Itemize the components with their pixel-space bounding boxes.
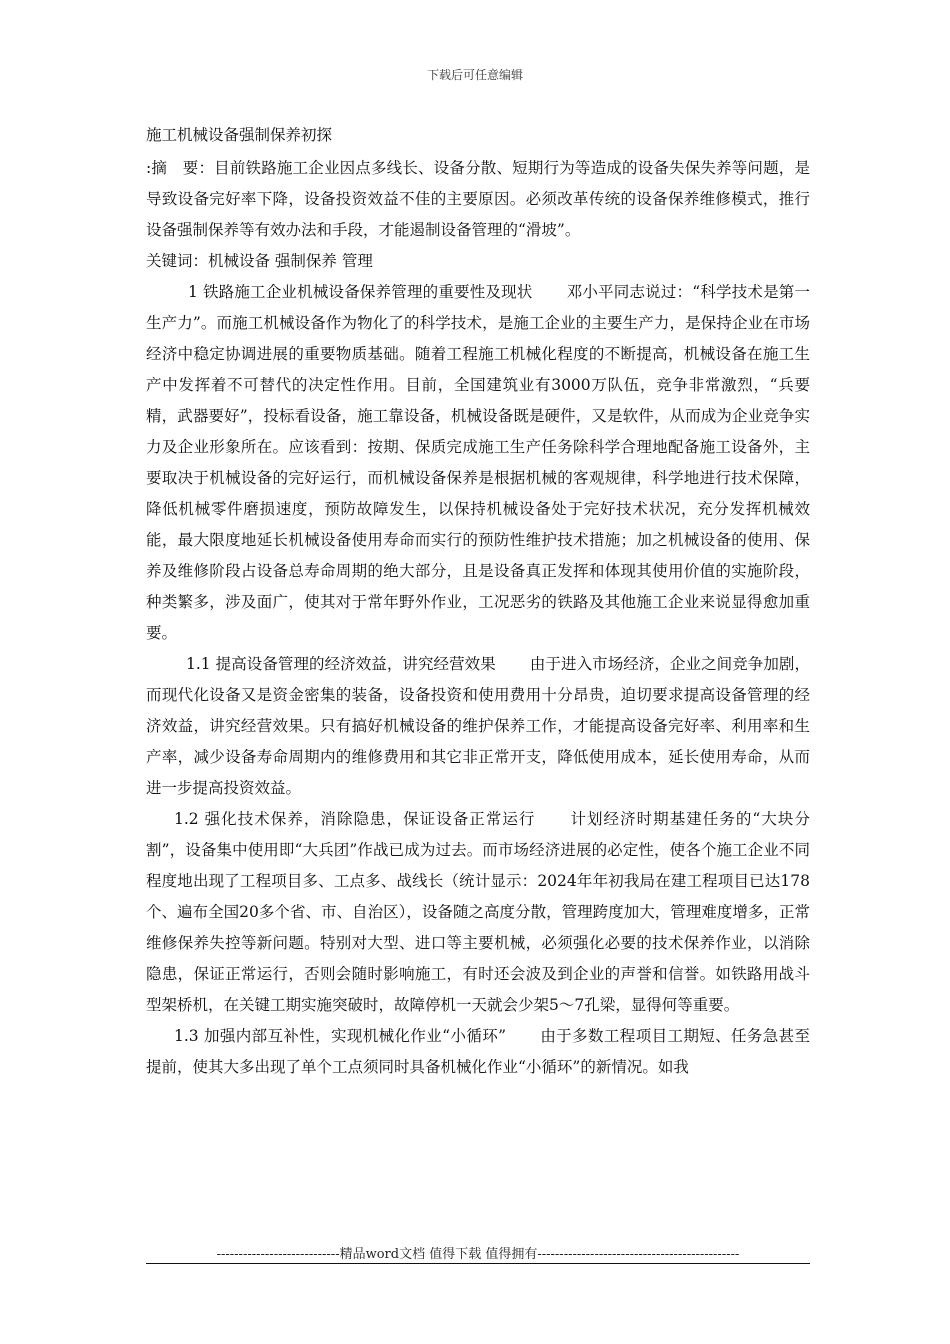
section-1-3-paragraph [146,1021,810,1083]
keywords-line: 关键词：机械设备 强制保养 管理 [146,252,373,270]
section-1-1-text: 由于进入市场经济，企业之间竞争加剧，而现代化设备又是资金密集的装备，设备投资和使用费用十分昂贵，迫切要求提高设备管理的经济效益，讲究经营效果。只有搞好机械设备的维护保养工作，才能提高设备完好率、利用率和生产率，减少设备寿命周期内的维修费用和其它非正常开支，降低使用成本，延长使用寿命，从而进一步提高投资效益。 [146,655,810,797]
section-1-heading: 1 铁路施工企业机械设备保养管理的重要性及现状 [188,283,533,301]
document-body [146,120,810,1083]
section-1-2-text: 计划经济时期基建任务的“大块分割”，设备集中使用即“大兵团”作战已成为过去。而市场经济进展的必定性，使各个施工企业不同程度地出现了工程项目多、工点多、战线长（统计显示：2024年年初我局在建工程项目已达178个、遍布全国20多个省、市、自治区），设备随之高度分散，管理跨度加大，管理难度增多，正常维修保养失控等新问题。特别对大型、进口等主要机械，必须强化必要的技术保养作业，以消除隐患，保证正常运行，否则会随时影响施工，有时还会波及到企业的声誉和信誉。如铁路用战斗型架桥机，在关键工期实施突破时，故障停机一天就会少架5～7孔梁，显得何等重要。 [146,810,810,1014]
footer-divider [146,1263,810,1264]
section-1-3-heading: 1.3 加强内部互补性，实现机械化作业“小循环” [174,1027,507,1045]
page-footer: ----------------------------精品word文档 值得下载 值得拥有---------------------------------------------- [216,1247,740,1262]
abstract-paragraph: :摘 要：目前铁路施工企业因点多线长、设备分散、短期行为等造成的设备失保失养等问题，是导致设备完好率下降，设备投资效益不佳的主要原因。必须改革传统的设备保养维修模式，推行设备强制保养等有效办法和手段，才能遏制设备管理的“滑坡”。 [146,159,810,239]
section-1-2-paragraph [146,804,810,1021]
document-title: 施工机械设备强制保养初探 [146,126,333,144]
page-header: 下载后可任意编辑 [426,68,523,82]
section-1-3-text: 由于多数工程项目工期短、任务急甚至提前，使其大多出现了单个工点须同时具备机械化作业“小循环”的新情况。如我 [146,1027,810,1076]
section-1-2-heading: 1.2 强化技术保养，消除隐患，保证设备正常运行 [174,810,536,828]
section-1-1-heading: 1.1 提高设备管理的经济效益，讲究经营效果 [186,655,496,673]
section-1-paragraph [146,277,810,649]
section-1-1-paragraph [146,649,810,804]
section-1-text: 邓小平同志说过：“科学技术是第一生产力”。而施工机械设备作为物化了的科学技术，是施工企业的主要生产力，是保持企业在市场经济中稳定协调进展的重要物质基础。随着工程施工机械化程度的不断提高，机械设备在施工生产中发挥着不可替代的决定性作用。目前，全国建筑业有3000万队伍，竞争非常激烈，“兵要精，武器要好”，投标看设备，施工靠设备，机械设备既是硬件，又是软件，从而成为企业竞争实力及企业形象所在。应该看到：按期、保质完成施工生产任务除科学合理地配备施工设备外，主要取决于机械设备的完好运行，而机械设备保养是根据机械的客观规律，科学地进行技术保障，降低机械零件磨损速度，预防故障发生，以保持机械设备处于完好技术状况，充分发挥机械效能，最大限度地延长机械设备使用寿命而实行的预防性维护技术措施；加之机械设备的使用、保养及维修阶段占设备总寿命周期的绝大部分，且是设备真正发挥和体现其使用价值的实施阶段，种类繁多，涉及面广，使其对于常年野外作业，工况恶劣的铁路及其他施工企业来说显得愈加重要。 [146,283,810,642]
